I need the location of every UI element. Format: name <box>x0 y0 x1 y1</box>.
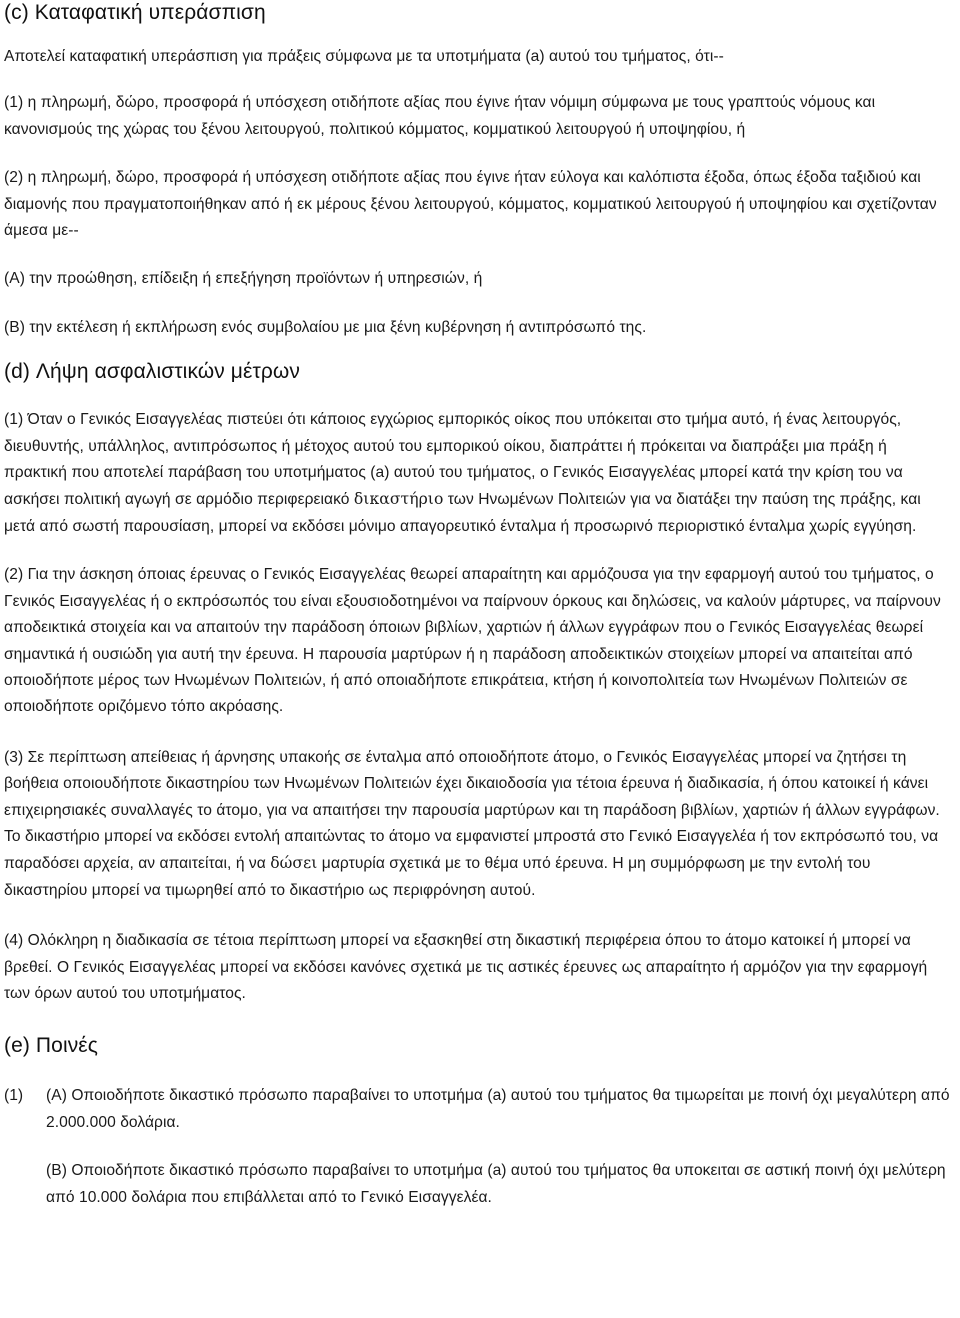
section-d-p3-text-start: (3) Σε περίπτωση απείθειας ή άρνησης υπακοής σε ένταλμα από οποιοδήποτε άτομο, ο Γενικός Εισαγγελέας μπορεί να ζητήσει τη βοήθεια οποιουδήποτε δικαστηρίου των Ηνωμένων Πολιτειών έχει δικαιοδοσία για τέτοια έρευνα ή διαδικασία, ή όπου κατοικεί ή κάνει επιχειρησιακές συναλλαγές το άτομο, για να απαιτήσει την παρουσία μαρτύρων και τη παράδοση βιβλίων, χαρτιών ή άλλων εγγράφων. Το δικαστήριο μπορεί να εκδόσει εντολή απαιτώντας το άτομο να εμφανιστεί μπροστά στο Γενικό Εισαγγελέα ή τον εκπρόσωπό του, να παραδόσει αρχεία, αν απαιτείται, ή να <box>4 748 940 873</box>
section-e-heading: (e) Ποινές <box>4 1034 98 1058</box>
section-d-p1-serif-word: δικαστήριο <box>353 490 444 509</box>
section-d-paragraph-1 <box>4 407 954 540</box>
section-c-item-1: (1) η πληρωμή, δώρο, προσφορά ή υπόσχεση οτιδήποτε αξίας που έγινε ήταν νόμιμη σύμφωνα με τους γραπτούς νόμους και κανονισμούς της χώρας του ξένου λειτουργού, πολιτικού κόμματος, κομματικού λειτουργού ή υποψηφίου, ή <box>4 94 876 138</box>
section-c-heading: (c) Καταφατική υπεράσπιση <box>4 1 266 24</box>
section-d-p1-text-end: των Ηνωμένων Πολιτειών για να διατάξει την παύση της πράξης, και μετά από σωστή παρουσίαση, μπορεί να εκδόσει μόνιμο απαγορευτικό ένταλμα ή προσωρινό περιοριστικό ένταλμα χωρίς εγγύηση. <box>4 491 921 535</box>
penalty-item-1 <box>4 1083 954 1136</box>
penalty-item-1-b: (B) Οποιοδήποτε δικαστικό πρόσωπο παραβαίνει το υποτμήμα (a) αυτού του τμήματος θα υποκειται σε αστική ποινή όχι μελύτερη από 10.000 δολάρια που επιβάλλεται από το Γενικό Εισαγγελέα. <box>46 1162 946 1206</box>
section-d-paragraph-3 <box>4 745 954 904</box>
penalty-item-1-number: (1) <box>4 1087 24 1105</box>
section-d-p3-text-end: μαρτυρία σχετικά με το θέμα υπό έρευνα. Η μη συμμόρφωση με την εντολή του δικαστηρίου μπορεί να τιμωρηθεί από το δικαστήριο ως περιφρόνηση αυτού. <box>4 855 871 899</box>
section-d-p3-serif-word: δώσει <box>270 854 318 873</box>
section-c-item-a: (A) την προώθηση, επίδειξη ή επεξήγηση προϊόντων ή υπηρεσιών, ή <box>4 270 483 288</box>
penalty-item-1-a: (A) Οποιοδήποτε δικαστικό πρόσωπο παραβαίνει το υποτμήμα (a) αυτού του τμήματος θα τιμωρείται με ποινή όχι μεγαλύτερη από 2.000.000 δολάρια. <box>46 1087 950 1131</box>
section-c-item-b: (B) την εκτέλεση ή εκπλήρωση ενός συμβολαίου με μια ξένη κυβέρνηση ή αντιπρόσωπό της. <box>4 318 647 336</box>
section-d-heading: (d) Λήψη ασφαλιστικών μέτρων <box>4 360 301 384</box>
section-d-p1-text-start: (1) Όταν ο Γενικός Εισαγγελέας πιστεύει ότι κάποιος εγχώριος εμπορικός οίκος που υπόκειται στο τμήμα αυτό, ή ένας λειτουργός, διευθυντής, υπάλληλος, αντιπρόσωπος ή μέτοχος αυτού του εμπορικού οίκου, διαπράττει ή πρόκειται να διαπράξει μια πράξη ή πρακτική που αποτελεί παράβαση του υποτμήματος (a) αυτού του τμήματος, ο Γενικός Εισαγγελέας μπορεί κατά την κρίση του να ασκήσει πολιτική αγωγή σε αρμόδιο περιφερειακό <box>4 411 903 509</box>
section-c-item-2: (2) η πληρωμή, δώρο, προσφορά ή υπόσχεση οτιδήποτε αξίας που έγινε ήταν εύλογα και καλόπιστα έξοδα, όπως έξοδα ταξιδιού και διαμονής που πραγματοποιήθηκαν από ή εκ μέρους ξένου λειτουργού, κόμματος, κομματικού λειτουργού ή υποψηφίου και σχετίζονταν άμεσα με-- <box>4 169 937 240</box>
section-d-paragraph-2: (2) Για την άσκηση όποιας έρευνας ο Γενικός Εισαγγελέας θεωρεί απαραίτητη και αρμόζουσα για την εφαρμογή αυτού του τμήματος, ο Γενικός Εισαγγελέας ή ο εκπρόσωπός του είναι εξουσιοδοτημένοι να παίρνουν όρκους και δηλώσεις, να καλούν μάρτυρες, να παίρνουν αποδεικτικά στοιχεία και να απαιτούν την παράδοση όποιων βιβλίων, χαρτιών ή άλλων εγγράφων που ο Γενικός Εισαγγελέας θεωρεί σημαντικά ή ουσιώδη για αυτή την έρευνα. Η παρουσία μαρτύρων ή η παράδοση αποδεικτικών στοιχείων μπορεί να απαιτείται από οποιοδήποτε μέρος των Ηνωμένων Πολιτειών, ή από οποιαδήποτε επικράτεια, κτήση ή κοινοπολιτεία των Ηνωμένων Πολιτειών σε οποιοδήποτε οριζόμενο τόπο ακρόασης. <box>4 566 941 716</box>
section-c-intro: Αποτελεί καταφατική υπεράσπιση για πράξεις σύμφωνα με τα υποτμήματα (a) αυτού του τμήματος, ότι-- <box>4 48 724 65</box>
section-d-paragraph-4: (4) Ολόκληρη η διαδικασία σε τέτοια περίπτωση μπορεί να εξασκηθεί στη δικαστική περιφέρεια όπου το άτομο κατοικεί ή μπορεί να βρεθεί. Ο Γενικός Εισαγγελέας μπορεί να εκδόσει κανόνες σχετικά με τις αστικές έρευνες ως απαραίτητο ή αρμόζον για την εφαρμογή των όρων αυτού του υποτμήματος. <box>4 932 928 1002</box>
